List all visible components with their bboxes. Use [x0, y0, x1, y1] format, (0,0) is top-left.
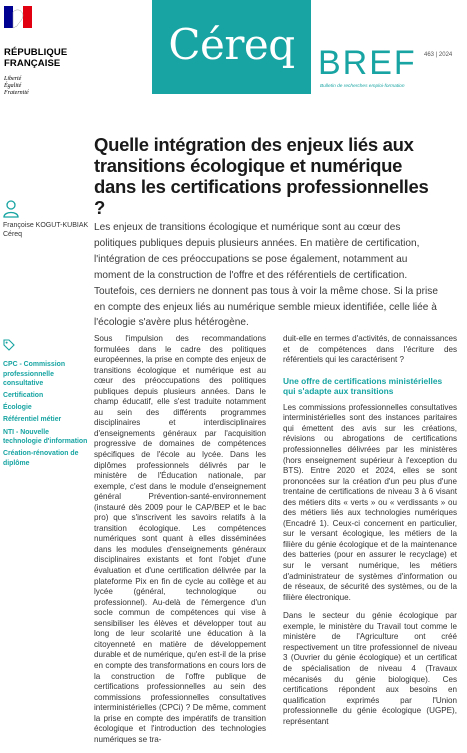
marianne-icon	[4, 6, 32, 34]
article-title: Quelle intégration des enjeux liés aux transitions écologique et numérique dans les certifications professionnelles ?	[94, 134, 429, 218]
body-paragraph: Dans le secteur du génie écologique par exemple, le ministère du Travail tout comme le ministère de l'Agriculture ont créé respectivement un titre professionnel de niveau 3 (Ouvrier du génie écologique) et un certificat de spécialisation de niveau 4 (Travaux mécanisés du génie biologique). Ces certifications répondent aux besoins en qualification exprimés par l'Union professionnelle du génie écologique (UGPE), représentant	[283, 611, 457, 726]
rf-motto	[4, 76, 29, 97]
issue-number: 463 | 2024	[424, 52, 453, 58]
body-paragraph: Sous l'impulsion des recommandations formulées dans le cadre des politiques européennes, la prise en compte des enjeux de transitions écologique et numérique est au cœur des préoccupations des politiques publiques depuis plusieurs années. Dans le champ éducatif, elle s'est traduite notamment au sein des différents programmes disciplinaires et interdisciplinaires d'enseignements généraux par l'acquisition progressive de domaines de compétences spécifiques de l'école au lycée. Dans les diplômes professionnels délivrés par le ministère de l'Éducation nationale, par exemple, c'est dans le module d'enseignement général Prévention-santé-environnement (instauré dès 2009 pour le CAP/BEP et le bac pro) que s'inscrivent les savoirs relatifs à la transition écologique. Les compétences numériques sont quant à elles disséminées dans les modules d'enseignements généraux disciplinaires existants et font l'objet d'une évaluation et d'une certification délivrée par la plateforme Pix en fin de cycle au collège et au lycée (général, technologique ou professionnel). Au-delà de l'émergence d'un socle commun de compétences qui vise à sensibiliser les élèves et développer tout au long de leur scolarité une éducation à la citoyenneté en matière de développement durable et de numérique, qu'en est-il de la prise en compte des transformations en cours lors de la construction de l'offre publique de certifications professionnelles au sein des commissions professionnelles consultatives interministérielles (CPCi) ? De même, comment la prise en compte des impératifs de transition écologique et l'introduction des technologies numériques se tra-	[94, 334, 266, 744]
rf-wordmark	[4, 48, 67, 69]
keyword: Création-rénovation de diplôme	[3, 450, 79, 467]
cereq-wordmark: Céreq	[168, 20, 295, 69]
keywords-list	[3, 360, 89, 471]
cereq-logo	[152, 0, 311, 94]
body-column-1	[94, 334, 266, 753]
body-column-2	[283, 334, 457, 735]
motto-fraternite: Fraternité	[4, 90, 29, 96]
republique-francaise-logo	[4, 6, 68, 98]
body-paragraph: duit-elle en termes d'activités, de connaissances et de compétences dans l'écriture des référentiels qui les caractérisent ?	[283, 334, 457, 365]
motto-liberte: Liberté	[4, 76, 22, 82]
rf-line-1: RÉPUBLIQUE	[4, 47, 68, 58]
section-heading: Une offre de certifications ministérielles qui s'adapte aux transitions	[283, 375, 443, 397]
rf-line-2: FRANÇAISE	[4, 57, 61, 69]
body-paragraph: Les commissions professionnelles consultatives interministérielles sont des instances paritaires qui émettent des avis sur les créations, révisions ou abrogations de certifications professionnelles délivrées par les ministères (hors enseignement supérieur à l'exception du BTS). Entre 2020 et 2024, elles se sont prononcées sur la création d'un peu plus d'une trentaine de certifications de niveau 3 à 6 visant des métiers dits « verts » ou « verdissants » ou des métiers liés aux technologies numériques (Encadré 1). Ceux-ci concernent en particulier, sur le versant écologique, les métiers de la filière du génie écologique et de la maintenance des batteries (pour en assurer le recyclage) et sur le versant numérique, les métiers d'administrateur de systèmes d'information ou de réseaux, de sécurité des systèmes, ou de la filière électronique.	[283, 402, 457, 602]
keyword: Référentiel métier	[3, 416, 62, 424]
keyword: Certification	[3, 392, 44, 400]
keyword: Écologie	[3, 404, 32, 412]
author-name: Françoise KOGUT-KUBIAK	[3, 222, 89, 229]
person-icon	[3, 200, 19, 218]
author-org: Céreq	[3, 231, 23, 238]
series-subtitle: Bulletin de recherches emploi-formation	[320, 84, 405, 89]
tag-icon	[3, 339, 15, 351]
motto-egalite: Égalité	[4, 83, 22, 89]
lead-paragraph: Les enjeux de transitions écologique et numérique sont au cœur des politiques publiques depuis plusieurs années. En matière de certification, l'intégration de ces préoccupations se pose également, notamment au moment de la construction de l'offre et des référentiels de certification. Toutefois, ces derniers ne donnent pas tous à voir la même chose. Si la prise en compte des enjeux liés au numérique semble mieux identifiée, celle liée à l'écologie s'avère plus hétérogène.	[94, 222, 438, 329]
series-name: BREF	[318, 44, 417, 82]
keyword: NTI - Nouvelle technologie d'information	[3, 428, 88, 446]
keyword: CPC - Commission professionnelle consultative	[3, 361, 66, 388]
